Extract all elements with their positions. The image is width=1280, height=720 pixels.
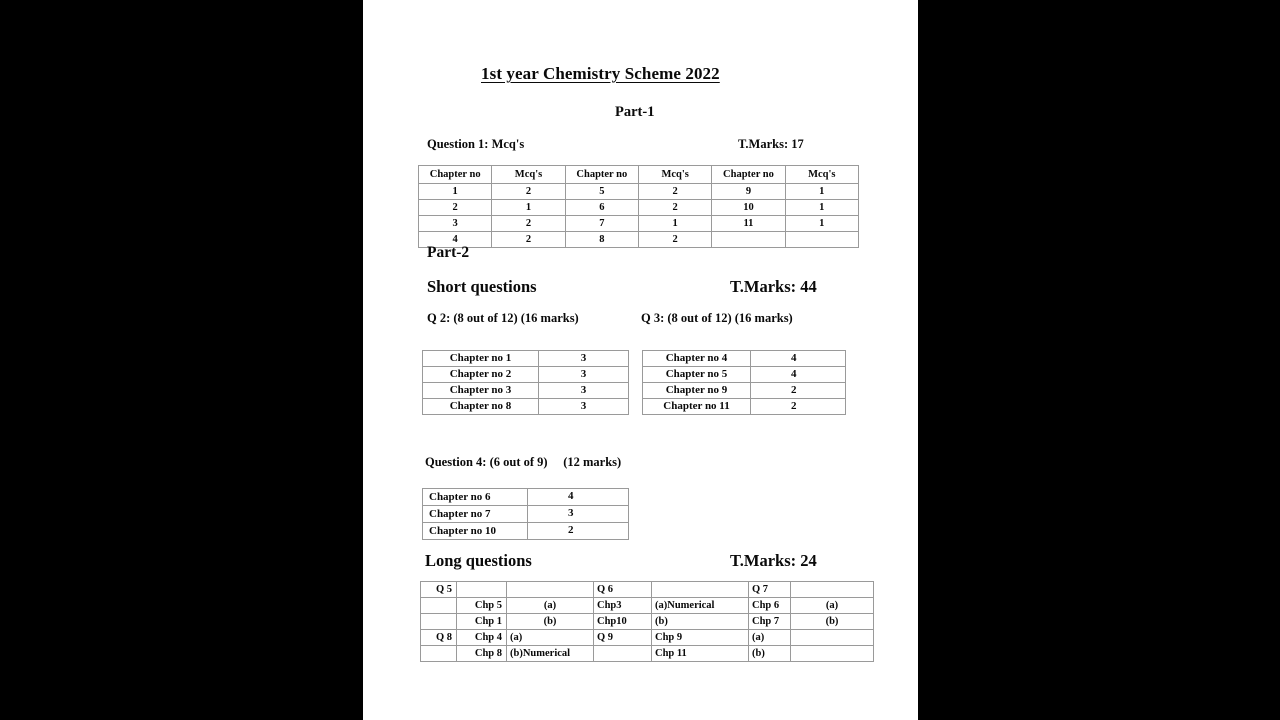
chapter-label: Chapter no 4 <box>643 351 751 367</box>
part-label: (b) <box>749 646 791 662</box>
question-number: Q 8 <box>421 630 457 646</box>
part-label: (a) <box>791 598 874 614</box>
column-header: Mcq's <box>785 166 858 184</box>
chapter-label: Chapter no 2 <box>423 367 539 383</box>
part-label: (b) <box>507 614 594 630</box>
chapter-label: Chp 8 <box>457 646 507 662</box>
column-header: Mcq's <box>638 166 711 184</box>
table-row <box>421 582 874 598</box>
table-cell <box>712 232 785 248</box>
table-cell <box>652 582 749 598</box>
chapter-label: Chp10 <box>594 614 652 630</box>
table-row <box>419 200 859 216</box>
part-label: (a)Numerical <box>652 598 749 614</box>
chapter-count: 4 <box>528 489 629 506</box>
question-4-label: Question 4: (6 out of 9) (12 marks) <box>425 455 622 469</box>
table-row <box>423 399 629 415</box>
table-cell: 11 <box>712 216 785 232</box>
table-row <box>643 383 846 399</box>
table-row <box>643 351 846 367</box>
chapter-label: Chapter no 7 <box>423 506 528 523</box>
short-questions-heading: Short questions <box>427 277 537 296</box>
document-page <box>363 0 918 720</box>
table-header-row <box>419 166 859 184</box>
table-row <box>421 598 874 614</box>
table-cell: 10 <box>712 200 785 216</box>
table-row <box>643 367 846 383</box>
chapter-label: Chapter no 3 <box>423 383 539 399</box>
page-title: 1st year Chemistry Scheme 2022 <box>481 64 720 83</box>
table-cell: 1 <box>785 200 858 216</box>
table-cell: 8 <box>565 232 638 248</box>
chapter-label: Chapter no 11 <box>643 399 751 415</box>
column-header: Chapter no <box>712 166 785 184</box>
long-questions-heading: Long questions <box>425 551 532 570</box>
table-cell: 2 <box>492 184 565 200</box>
chapter-count: 3 <box>528 506 629 523</box>
question-4-distribution-table <box>422 488 629 540</box>
part-label: (b)Numerical <box>507 646 594 662</box>
question-2-distribution-table <box>422 350 629 415</box>
table-row <box>423 523 629 540</box>
chapter-label: Chp 9 <box>652 630 749 646</box>
question-number: Q 5 <box>421 582 457 598</box>
chapter-label: Chapter no 1 <box>423 351 539 367</box>
table-cell <box>791 646 874 662</box>
table-cell: 2 <box>492 232 565 248</box>
table-cell: 9 <box>712 184 785 200</box>
table-cell <box>785 232 858 248</box>
table-row <box>423 383 629 399</box>
chapter-count: 4 <box>751 351 846 367</box>
question-number <box>421 646 457 662</box>
table-cell: 1 <box>492 200 565 216</box>
table-cell: 2 <box>419 200 492 216</box>
chapter-label: Chp3 <box>594 598 652 614</box>
table-cell: 1 <box>638 216 711 232</box>
table-row <box>643 399 846 415</box>
table-cell: 2 <box>638 184 711 200</box>
table-cell: 1 <box>785 184 858 200</box>
chapter-label: Chp 5 <box>457 598 507 614</box>
table-row <box>423 351 629 367</box>
question-number: Q 9 <box>594 630 652 646</box>
column-header: Chapter no <box>565 166 638 184</box>
table-cell: 6 <box>565 200 638 216</box>
question-3-label: Q 3: (8 out of 12) (16 marks) <box>641 311 793 325</box>
chapter-label: Chapter no 6 <box>423 489 528 506</box>
chapter-count: 3 <box>539 399 629 415</box>
table-row <box>423 506 629 523</box>
chapter-count: 4 <box>751 367 846 383</box>
table-cell <box>594 646 652 662</box>
table-cell: 4 <box>419 232 492 248</box>
chapter-count: 3 <box>539 351 629 367</box>
table-row <box>419 232 859 248</box>
chapter-label: Chapter no 8 <box>423 399 539 415</box>
question-3-distribution-table <box>642 350 846 415</box>
chapter-label: Chapter no 5 <box>643 367 751 383</box>
part-label: (a) <box>749 630 791 646</box>
table-row <box>423 489 629 506</box>
part-label: (b) <box>791 614 874 630</box>
part-label: (a) <box>507 630 594 646</box>
chapter-count: 2 <box>751 399 846 415</box>
part-1-heading: Part-1 <box>615 104 655 120</box>
table-cell <box>791 630 874 646</box>
table-cell: 2 <box>638 200 711 216</box>
table-row <box>421 630 874 646</box>
table-row <box>423 367 629 383</box>
short-questions-total-marks: T.Marks: 44 <box>730 277 817 296</box>
column-header: Mcq's <box>492 166 565 184</box>
table-row <box>419 184 859 200</box>
question-2-label: Q 2: (8 out of 12) (16 marks) <box>427 311 579 325</box>
question-1-label: Question 1: Mcq's <box>427 137 525 151</box>
chapter-label: Chapter no 10 <box>423 523 528 540</box>
long-questions-distribution-table <box>420 581 874 662</box>
column-header: Chapter no <box>419 166 492 184</box>
table-cell: 2 <box>638 232 711 248</box>
table-row <box>419 216 859 232</box>
part-label: (a) <box>507 598 594 614</box>
table-cell <box>457 582 507 598</box>
chapter-count: 3 <box>539 367 629 383</box>
chapter-label: Chp 1 <box>457 614 507 630</box>
chapter-label: Chp 7 <box>749 614 791 630</box>
table-cell: 7 <box>565 216 638 232</box>
mcq-distribution-table <box>418 165 859 248</box>
table-cell: 1 <box>419 184 492 200</box>
table-row <box>421 646 874 662</box>
table-cell <box>507 582 594 598</box>
chapter-label: Chp 6 <box>749 598 791 614</box>
question-number <box>421 598 457 614</box>
table-cell <box>791 582 874 598</box>
chapter-label: Chp 11 <box>652 646 749 662</box>
question-number: Q 7 <box>749 582 791 598</box>
question-number <box>421 614 457 630</box>
chapter-count: 3 <box>539 383 629 399</box>
chapter-label: Chapter no 9 <box>643 383 751 399</box>
table-row <box>421 614 874 630</box>
question-1-total-marks: T.Marks: 17 <box>738 137 804 151</box>
chapter-label: Chp 4 <box>457 630 507 646</box>
chapter-count: 2 <box>751 383 846 399</box>
table-cell: 1 <box>785 216 858 232</box>
table-cell: 3 <box>419 216 492 232</box>
question-number: Q 6 <box>594 582 652 598</box>
chapter-count: 2 <box>528 523 629 540</box>
part-label: (b) <box>652 614 749 630</box>
table-cell: 5 <box>565 184 638 200</box>
table-cell: 2 <box>492 216 565 232</box>
part-2-heading: Part-2 <box>427 244 470 261</box>
long-questions-total-marks: T.Marks: 24 <box>730 551 817 570</box>
